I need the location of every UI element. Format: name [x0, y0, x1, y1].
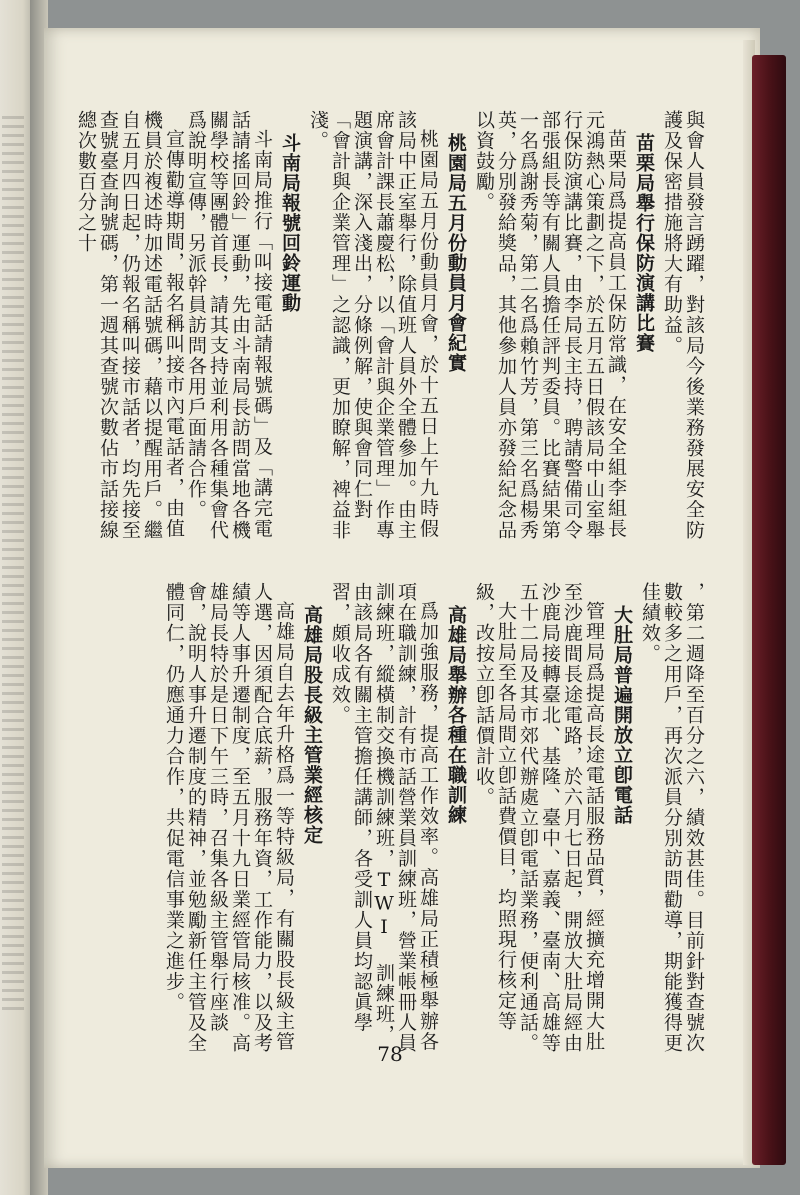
section-paragraph-miaoli: 苗栗局爲提高員工保防常識，在安全組李組長元鴻熱心策劃之下，於五月五日假該局中山室舉行保防演講比賽，由李局長主持，聘請警備司令部張組長等有關人員擔任評判委員。比賽結果第一名爲謝秀菊，第二名爲賴竹芳，第三名爲楊秀英，分別發給獎品，其他參加人員亦發給紀念品以資鼓勵。: [473, 110, 627, 541]
section-paragraph-kaohsiung-supervisors: 高雄局自去年升格爲一等特級局，有關股長級主管人選，因須配合底薪，服務年資，工作能力，以及考績等人事升遷制度，至五月十九日業經管局核准。高雄局長特於是日下午三時，召集各級主管舉行座談會，說明人事升遷制度的精神，並勉勵新任主管及全體同仁，仍應通力合作，共促電信事業之進步。: [163, 582, 295, 1054]
page-number: 78: [377, 1042, 403, 1066]
section-title-dounan: 斗南局報號回鈴運動: [279, 132, 301, 313]
lower-intro-paragraph: ，第二週降至百分之六，績效甚佳。目前針對查號次數較多之用戶，再次派員分別訪問勸導，期能獲得更佳績效。: [639, 582, 705, 1054]
section-paragraph-dadu-2: 大肚局至各局間立卽話費價目，均照現行核定等級，改按立卽話價計收。: [473, 582, 517, 1032]
section-title-taoyuan: 桃園局五月份動員月會紀實: [445, 132, 467, 373]
section-paragraph-kaohsiung-training: 爲加強服務，提高工作效率。高雄局正積極舉辦各項在職訓練，計有市話營業員訓練班，營業帳冊人員訓練班，縱橫制交換機訓練班，TWI 訓練班，由該局各有關主管擔任講師，各受訓人員均認眞學習，頗收成效。: [329, 582, 439, 1054]
section-paragraph-dounan-2: 宣傳勸導期間，報名稱叫接市內電話者，由值機員於複述時加述電話號碼，藉以提醒用戶。繼自五月四日起，仍報名稱叫接市話者，均先接至查號臺查詢號碼，第一週其查號次數佔市話接線總次數百分之十: [75, 110, 185, 541]
book-cover-binding: [752, 55, 786, 1165]
section-paragraph-dounan-1: 斗南局推行「叫接電話請報號碼」及「講完電話請搖回鈴」運動，先由斗南局長訪問當地各機關學校等團體首長，請其支持並利用各種集會代爲說明宣傳，另派幹員訪問各用戶面請合作。: [185, 110, 273, 541]
section-title-kaohsiung-supervisors: 高雄局股長級主管業經核定: [301, 604, 323, 845]
section-title-dadu: 大肚局普遍開放立卽電話: [611, 604, 633, 825]
section-title-miaoli: 苗栗局舉行保防演講比賽: [633, 132, 655, 353]
lower-text-tier: [85, 582, 705, 1062]
section-paragraph-taoyuan: 桃園局五月份動員月會，於十五日上午九時假該局中正室舉行，除值班人員外全體參加。由主席會計課長蕭慶松，以「會計與企業管理」作專題演講，深入淺出，分條例解，使與會同仁對「會計與企業管理」之認識，更加瞭解，裨益非淺。: [307, 110, 439, 541]
section-title-kaohsiung-training: 高雄局舉辦各種在職訓練: [445, 604, 467, 825]
upper-text-tier: [75, 110, 705, 558]
upper-intro-paragraph: 與會人員發言踴躍，對該局今後業務發展安全防護及保密措施將大有助益。: [661, 110, 705, 541]
left-page-bleed-text: [2, 110, 24, 1010]
section-paragraph-dadu-1: 管理局爲提高長途電話服務品質，經擴充增開大肚至沙鹿間長途電路，於六月七日起，開放大肚局經由沙鹿局接轉臺北、基隆、臺中、嘉義、臺南、高雄等五十二局及其市郊代辦處立卽電話業務，便利通話。: [517, 582, 605, 1054]
